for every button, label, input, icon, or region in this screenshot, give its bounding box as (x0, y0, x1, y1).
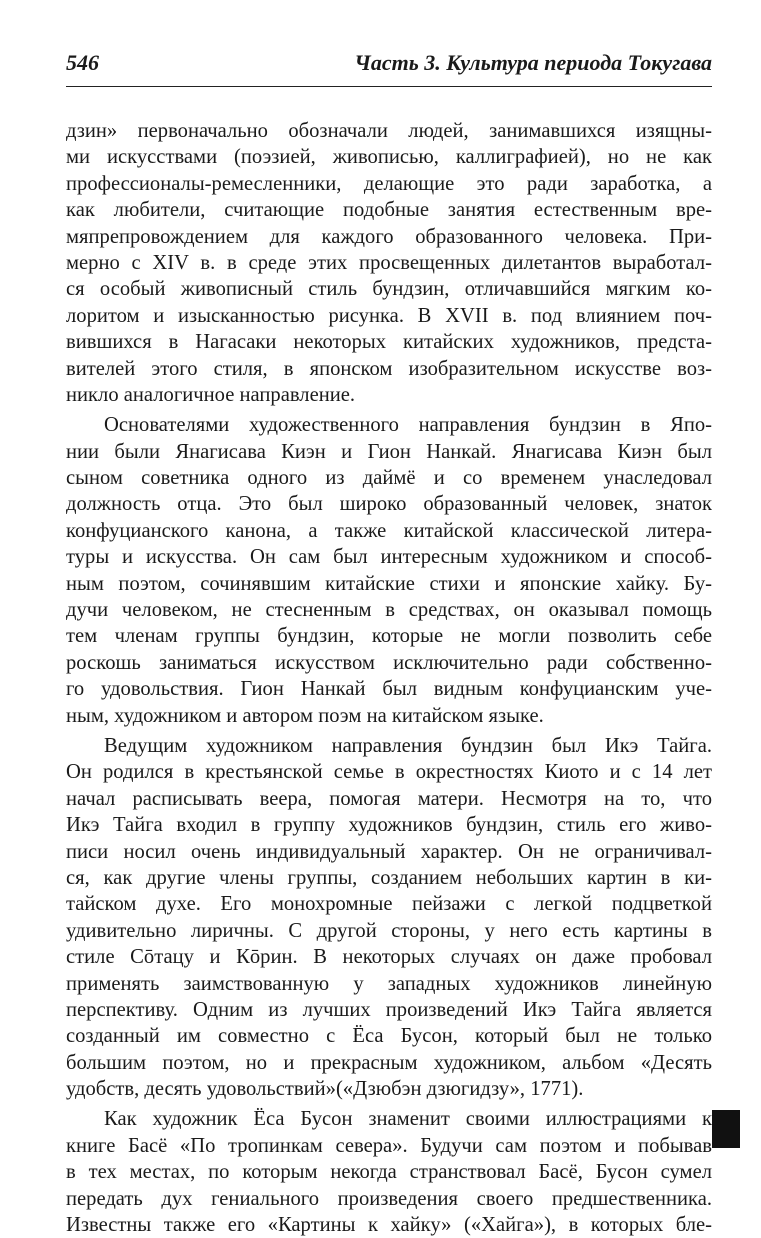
text-line: передать дух гениального произведения своего предшественника. (66, 1187, 712, 1210)
text-line: Известны также его «Картины к хайку» («Хайга»), в которых бле- (66, 1214, 712, 1237)
text-line: перспективу. Одним из лучших произведений Икэ Тайга является (66, 998, 712, 1021)
text-body (66, 118, 712, 1238)
text-line: ми искусствами (поэзией, живописью, каллиграфией), но не как (66, 146, 712, 169)
running-header (66, 50, 712, 84)
text-line: удивительно лиричны. С другой стороны, у него есть картины в (66, 919, 712, 942)
paragraph-3 (66, 733, 712, 1102)
text-line: дучи человеком, не стесненным в средствах, он оказывал помощь (66, 599, 712, 622)
text-line: конфуцианского канона, а также китайской классической литера- (66, 519, 712, 542)
paragraph-4 (66, 1106, 712, 1238)
text-line: туры и искусства. Он сам был интересным художником и способ- (66, 546, 712, 569)
text-line: тайском духе. Его монохромные пейзажи с легкой подцветкой (66, 893, 712, 916)
text-line: писи носил очень индивидуальный характер. Он не ограничивал- (66, 840, 712, 863)
page-edge-mark (712, 1110, 740, 1148)
running-title: Часть 3. Культура периода Токугава (354, 50, 712, 75)
text-line: Ведущим художником направления бундзин был Икэ Тайга. (104, 734, 712, 757)
text-line: профессионалы-ремесленники, делающие это ради заработка, а (66, 172, 712, 195)
text-line: ным, художником и автором поэм на китайском языке. (66, 704, 544, 727)
text-line: должность отца. Это был широко образованный человек, знаток (66, 493, 712, 516)
text-line: как любители, считающие подобные занятия естественным вре- (66, 199, 712, 222)
text-line: в тех местах, по которым некогда странствовал Басё, Бусон сумел (66, 1161, 712, 1184)
text-line: никло аналогичное направление. (66, 383, 356, 406)
text-line: ся особый живописный стиль бундзин, отличавшийся мягким ко- (66, 278, 712, 301)
text-line: вившихся в Нагасаки некоторых китайских художников, предста- (66, 331, 712, 354)
text-line: стиле Сōтацу и Кōрин. В некоторых случаях он даже пробовал (66, 946, 712, 969)
paragraph-2 (66, 412, 712, 729)
text-line: роскошь заниматься искусством исключительно ради собственно- (66, 651, 712, 674)
text-line: ным поэтом, сочинявшим китайские стихи и японские хайку. Бу- (66, 572, 712, 595)
text-line: нии были Янагисава Киэн и Гион Нанкай. Янагисава Киэн был (66, 440, 712, 463)
header-rule (66, 86, 712, 87)
text-line: сыном советника одного из даймё и со временем унаследовал (66, 467, 712, 490)
text-line: мерно с XIV в. в среде этих просвещенных дилетантов выработал- (66, 251, 712, 274)
text-line: тем членам группы бундзин, которые не могли позволить себе (66, 625, 712, 648)
text-line: Основателями художественного направления бундзин в Япо- (104, 414, 712, 437)
text-line: книге Басё «По тропинкам севера». Будучи сам поэтом и побывав (66, 1134, 712, 1157)
text-line: ся, как другие члены группы, созданием небольших картин в ки- (66, 866, 712, 889)
text-line: созданный им совместно с Ёса Бусон, который был не только (66, 1025, 712, 1048)
page-number: 546 (66, 50, 99, 75)
text-line: Как художник Ёса Бусон знаменит своими иллюстрациями к (104, 1108, 712, 1131)
text-line: начал расписывать веера, помогая матери. Несмотря на то, что (66, 787, 712, 810)
text-line: удобств, десять удовольствий»(«Дзюбэн дзюгидзу», 1771). (66, 1078, 584, 1101)
paragraph-1 (66, 118, 712, 408)
text-line: мяпрепровождением для каждого образованного человека. При- (66, 225, 712, 248)
text-line: Икэ Тайга входил в группу художников бундзин, стиль его живо- (66, 814, 712, 837)
text-line: применять заимствованную у западных художников линейную (66, 972, 712, 995)
text-line: вителей этого стиля, в японском изобразительном искусстве воз- (66, 357, 712, 380)
text-line: Он родился в крестьянской семье в окрестностях Киото и с 14 лет (66, 761, 712, 784)
text-line: большим поэтом, но и прекрасным художником, альбом «Десять (66, 1051, 712, 1074)
text-line: го удовольствия. Гион Нанкай был видным конфуцианским уче- (66, 678, 712, 701)
text-line: лоритом и изысканностью рисунка. В XVII в. под влиянием поч- (66, 304, 712, 327)
text-line: дзин» первоначально обозначали людей, занимавшихся изящны- (66, 120, 712, 142)
